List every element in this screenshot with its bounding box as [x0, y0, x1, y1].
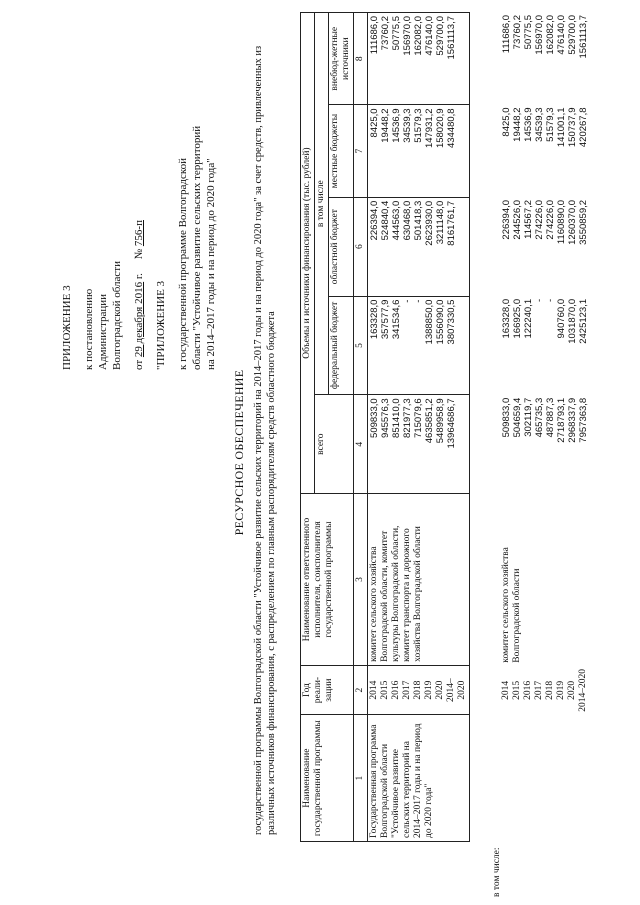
col-num-3: 3 — [354, 494, 368, 666]
col-num-2: 2 — [354, 665, 368, 714]
appendix-line-2: Администрации — [97, 293, 109, 370]
header-local: местные бюджеты — [329, 105, 354, 197]
appendix-line-3: Волгоградской области — [111, 261, 123, 370]
decree-date: 29 декабря 2016 — [133, 281, 145, 358]
federal-cell: 163328,0 357577,9 341534,6 - - 1388850,0 1556090,0 3807330,5 — [368, 296, 470, 395]
col-num-1: 1 — [354, 715, 368, 842]
document-title: РЕСУРСНОЕ ОБЕСПЕЧЕНИЕ — [232, 369, 246, 536]
table-row — [500, 12, 590, 842]
year-suffix: г. — [133, 273, 145, 280]
header-federal: федеральный бюджет — [329, 296, 354, 395]
total-cell: 509833,0 945576,3 851410,0 821977,3 715079,6 4635851,2 5489958,9 13964686,7 — [368, 395, 470, 494]
col-num-6: 6 — [354, 197, 368, 296]
header-total: всего — [315, 395, 354, 494]
col-num-8: 8 — [354, 13, 368, 105]
header-row-1 — [301, 13, 315, 842]
header-extrabudget: внебюд-жетные источники — [329, 13, 354, 105]
col-num-4: 4 — [354, 395, 368, 494]
quoted-line-2: области "Устойчивое развитие сельских территорий — [191, 125, 203, 370]
local-cell: 8425,0 19448,2 14536,9 34539,3 51579,3 147931,2 158020,9 434480,8 — [368, 105, 470, 197]
executor-cell: комитет сельского хозяйства Волгоградской области — [501, 547, 522, 663]
regional-cell: 226394,0 244526,0 114567,2 274226,0 274226,0 1160890,0 1260370,0 3550859,2 — [501, 199, 589, 245]
appendix-line-1: к постановлению — [83, 288, 95, 370]
header-volumes: Объемы и источники финансирования (тыс. рублей) — [301, 13, 315, 494]
extrabudget-cell: 111686,0 73760,2 50775,5 156970,0 162082,0 476140,0 529700,0 1561113,7 — [501, 15, 589, 59]
table-row — [368, 13, 470, 842]
program-name-empty — [500, 715, 590, 842]
total-cell: 509833,0 504659,4 302119,7 465735,3 487887,3 2718793,1 2968337,9 7957363,8 — [501, 397, 589, 443]
number-prefix: № — [133, 248, 145, 260]
regional-cell: 226394,0 524840,4 444563,0 630468,0 501418,3 2623930,0 3211148,0 8161761,7 — [368, 197, 470, 296]
local-cell: 8425,0 19448,2 14536,9 34539,3 51579,3 141001,1 150737,9 420267,8 — [501, 107, 589, 148]
appendix-title: ПРИЛОЖЕНИЕ 3 — [61, 285, 73, 370]
executor-cell: комитет сельского хозяйства Волгоградской области, комитет культуры Волгоградской области, комитет транспорта и дорожного хозяйства Волгоградской области — [368, 494, 470, 666]
header-including: в том числе — [315, 13, 329, 395]
appendix-block — [60, 70, 218, 370]
quoted-line-3: на 2014–2017 годы и на период до 2020 года" — [205, 158, 217, 370]
resource-table-breakdown — [500, 12, 590, 842]
quoted-line-1: к государственной программе Волгоградской — [177, 157, 189, 370]
decree-number: 756-п — [133, 220, 145, 247]
resource-table — [300, 12, 470, 842]
appendix-date-line — [132, 70, 146, 370]
header-program: Наименование государственной программы — [301, 715, 354, 842]
header-regional: областной бюджет — [329, 197, 354, 296]
column-numbers-row — [354, 13, 368, 842]
years-cell: 2014 2015 2016 2017 2018 2019 2020 2014–2020 — [368, 665, 470, 714]
header-year: Год реали-зации — [301, 665, 354, 714]
document-subtitle: государственной программы Волгоградской области "Устойчивое развитие сельских территорий на 2014–2017 годы и на период до 2020 года" за счет средств, привлеченных из различных источников финансирования, с распределением по главным распорядителям средств областного бюджета — [253, 45, 277, 835]
program-name: Государственная программа Волгоградской области "Устойчивое развитие сельских территорий на 2014–2017 годы и на период до 2020 года" — [368, 715, 470, 842]
col-num-5: 5 — [354, 296, 368, 395]
including-label: в том числе: — [492, 847, 502, 897]
header-executor: Наименование ответственного исполнителя, соисполнителя государственной программы — [301, 494, 354, 666]
col-num-7: 7 — [354, 105, 368, 197]
quoted-appendix-title: "ПРИЛОЖЕНИЕ 3 — [155, 280, 167, 370]
extrabudget-cell: 111686,0 73760,2 50775,5 156970,0 162082,0 476140,0 529700,0 1561113,7 — [368, 13, 470, 105]
federal-cell: 163328,0 166925,0 122240,1 - - 940760,0 1031870,0 2425123,1 — [501, 298, 589, 344]
years-cell: 2014 2015 2016 2017 2018 2019 2020 2014–2020 — [501, 669, 588, 712]
date-prefix: от — [133, 359, 145, 370]
